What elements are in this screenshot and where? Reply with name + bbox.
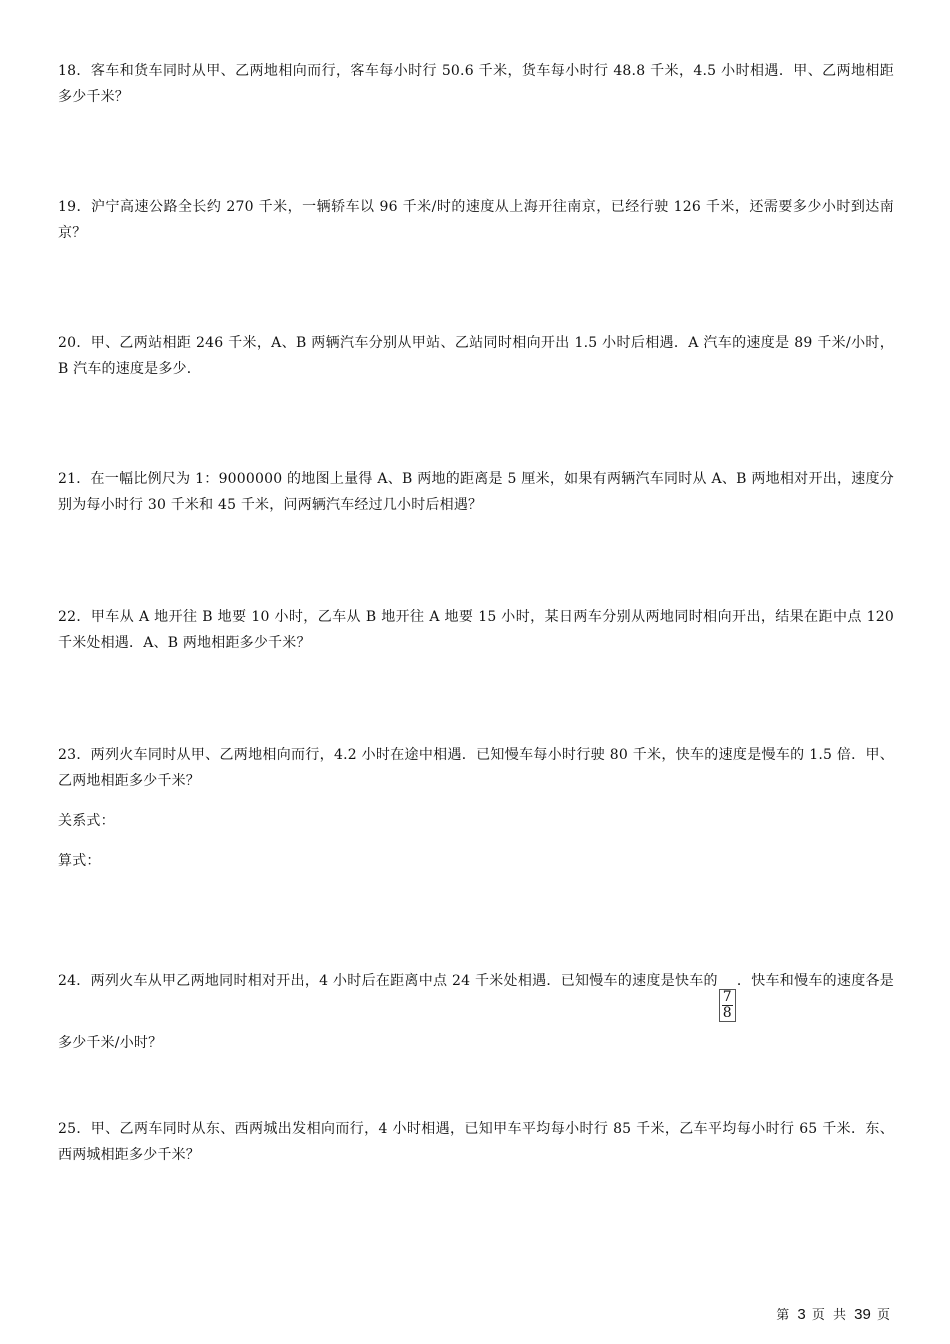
problem-24-text-after: ．快车和慢车的速度各是多少千米/小时？ <box>58 973 894 1051</box>
problem-23-text: 23．两列火车同时从甲、乙两地相向而行，4.2 小时在途中相遇．已知慢车每小时行驶 80 千米，快车的速度是慢车的 1.5 倍．甲、乙两地相距多少千米？ <box>58 747 894 789</box>
problem-21 <box>58 466 894 518</box>
fraction-seven-eighths <box>719 989 736 1022</box>
problem-20 <box>58 330 894 382</box>
problem-22-text: 22．甲车从 A 地开往 B 地要 10 小时，乙车从 B 地开往 A 地要 15 小时，某日两车分别从两地同时相向开出，结果在距中点 120 千米处相遇．A、B 两地相距多少千米？ <box>58 609 894 651</box>
footer-page-number: 3 <box>797 1306 806 1323</box>
page-footer <box>776 1304 892 1323</box>
fraction-numerator: 7 <box>722 989 732 1005</box>
problem-19 <box>58 194 894 246</box>
problem-22 <box>58 604 894 656</box>
footer-middle: 页 共 <box>811 1308 849 1323</box>
problem-24 <box>58 960 894 1064</box>
problem-20-text: 20．甲、乙两站相距 246 千米，A、B 两辆汽车分别从甲站、乙站同时相向开出 1.5 小时后相遇．A 汽车的速度是 89 千米/小时，B 汽车的速度是多少． <box>58 335 894 377</box>
problem-19-text: 19．沪宁高速公路全长约 270 千米，一辆轿车以 96 千米/时的速度从上海开往南京，已经行驶 126 千米，还需要多少小时到达南京？ <box>58 199 894 241</box>
problem-24-text-before: 24．两列火车从甲乙两地同时相对开出，4 小时后在距离中点 24 千米处相遇．已知慢车的速度是快车的 <box>58 973 718 989</box>
relation-label: 关系式： <box>58 813 115 829</box>
footer-prefix: 第 <box>776 1308 792 1323</box>
fraction-denominator: 8 <box>722 1005 732 1021</box>
footer-total-pages: 39 <box>854 1306 871 1323</box>
footer-suffix: 页 <box>876 1308 892 1323</box>
problem-21-text: 21．在一幅比例尺为 1：9000000 的地图上量得 A、B 两地的距离是 5 厘米，如果有两辆汽车同时从 A、B 两地相对开出，速度分别为每小时行 30 千米和 45 千米，问两辆汽车经过几小时后相遇？ <box>58 471 894 513</box>
problem-25 <box>58 1116 894 1168</box>
problem-18 <box>58 58 894 110</box>
problem-25-text: 25．甲、乙两车同时从东、西两城出发相向而行，4 小时相遇，已知甲车平均每小时行 85 千米，乙车平均每小时行 65 千米．东、西两城相距多少千米？ <box>58 1121 894 1163</box>
problem-18-text: 18．客车和货车同时从甲、乙两地相向而行，客车每小时行 50.6 千米，货车每小时行 48.8 千米，4.5 小时相遇．甲、乙两地相距多少千米？ <box>58 63 894 105</box>
problem-23 <box>58 742 894 874</box>
formula-label: 算式： <box>58 853 101 869</box>
